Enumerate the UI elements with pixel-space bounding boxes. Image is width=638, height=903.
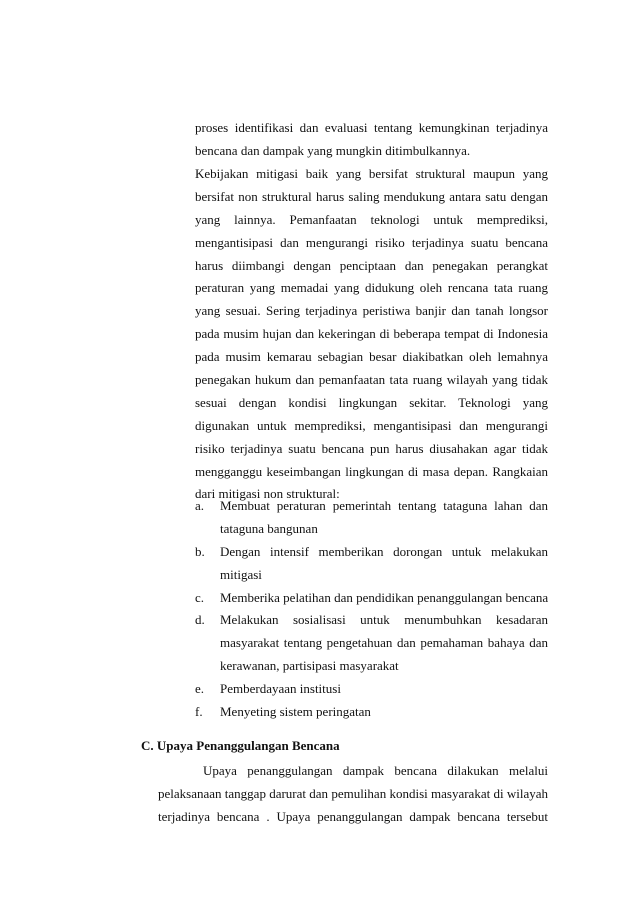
- text-line: mengantisipasi dan mengurangi risiko terjadinya suatu bencana: [195, 234, 548, 250]
- text-line: digunakan untuk memprediksi, mengantisipasi dan mengurangi: [195, 417, 548, 433]
- paragraph-intro: [195, 117, 548, 163]
- list-marker: c.: [195, 589, 205, 605]
- text-line: mitigasi: [220, 566, 262, 582]
- text-line: kerawanan, partisipasi masyarakat: [220, 658, 399, 674]
- text-line: mengganggu keseimbangan lingkungan di masa depan. Rangkaian: [195, 463, 548, 479]
- text-line: yang sesuai. Sering terjadinya peristiwa banjir dan tanah longsor: [195, 303, 548, 319]
- section-title: C. Upaya Penanggulangan Bencana: [141, 738, 340, 753]
- paragraph-mitigation-policy: [195, 163, 548, 506]
- text-line: peraturan yang memadai yang didukung oleh rencana tata ruang: [195, 280, 548, 296]
- text-line: Menyeting sistem peringatan: [220, 704, 371, 720]
- list-item: [195, 609, 548, 678]
- list-item: [195, 495, 548, 541]
- text-line: tataguna bangunan: [220, 520, 318, 536]
- text-line: bersifat non struktural harus saling mendukung antara satu dengan: [195, 188, 548, 204]
- text-line: penegakan hukum dan pemanfaatan tata ruang wilayah yang tidak: [195, 372, 548, 388]
- text-line: dari mitigasi non struktural:: [195, 486, 340, 502]
- list-marker: f.: [195, 704, 203, 720]
- list-item: [195, 541, 548, 587]
- non-structural-mitigation-list: [195, 495, 548, 724]
- list-marker: d.: [195, 612, 205, 628]
- text-line: harus diimbangi dengan penciptaan dan penegakan perangkat: [195, 257, 548, 273]
- text-line: pada musim kemarau sebagian besar diakibatkan oleh lemahnya: [195, 349, 548, 365]
- text-line: pada musim hujan dan kekeringan di beberapa tempat di Indonesia: [195, 326, 548, 342]
- text-line: Dengan intensif memberikan dorongan untuk melakukan: [220, 543, 548, 559]
- text-line: Melakukan sosialisasi untuk menumbuhkan kesadaran: [220, 612, 548, 628]
- text-line: yang lainnya. Pemanfaatan teknologi untuk memprediksi,: [195, 211, 548, 227]
- text-line: Pemberdayaan institusi: [220, 681, 341, 697]
- text-line: bencana dan dampak yang mungkin ditimbulkannya.: [195, 142, 471, 158]
- text-line: Kebijakan mitigasi baik yang bersifat struktural maupun yang: [195, 166, 548, 181]
- list-marker: b.: [195, 543, 205, 559]
- text-line: proses identifikasi dan evaluasi tentang kemungkinan terjadinya: [195, 120, 548, 135]
- text-line: risiko terjadinya suatu bencana pun harus diusahakan agar tidak: [195, 440, 548, 456]
- text-line: pelaksanaan tanggap darurat dan pemulihan kondisi masyarakat di wilayah: [158, 785, 548, 801]
- paragraph-section-c: [158, 760, 548, 829]
- text-line: sesuai dengan kondisi lingkungan sekitar. Teknologi yang: [195, 394, 548, 410]
- list-marker: a.: [195, 498, 205, 513]
- list-item: [195, 587, 548, 610]
- list-item: [195, 678, 548, 701]
- text-line: Memberika pelatihan dan pendidikan penanggulangan bencana: [220, 589, 549, 605]
- text-line: Upaya penanggulangan dampak bencana dilakukan melalui: [203, 763, 548, 778]
- list-item: [195, 701, 548, 724]
- list-marker: e.: [195, 681, 205, 697]
- text-line: terjadinya bencana . Upaya penanggulangan dampak bencana tersebut: [158, 808, 548, 824]
- text-line: Membuat peraturan pemerintah tentang tataguna lahan dan: [220, 498, 548, 513]
- section-c-heading: [141, 735, 340, 758]
- text-line: masyarakat tentang pengetahuan dan pemahaman bahaya dan: [220, 635, 548, 651]
